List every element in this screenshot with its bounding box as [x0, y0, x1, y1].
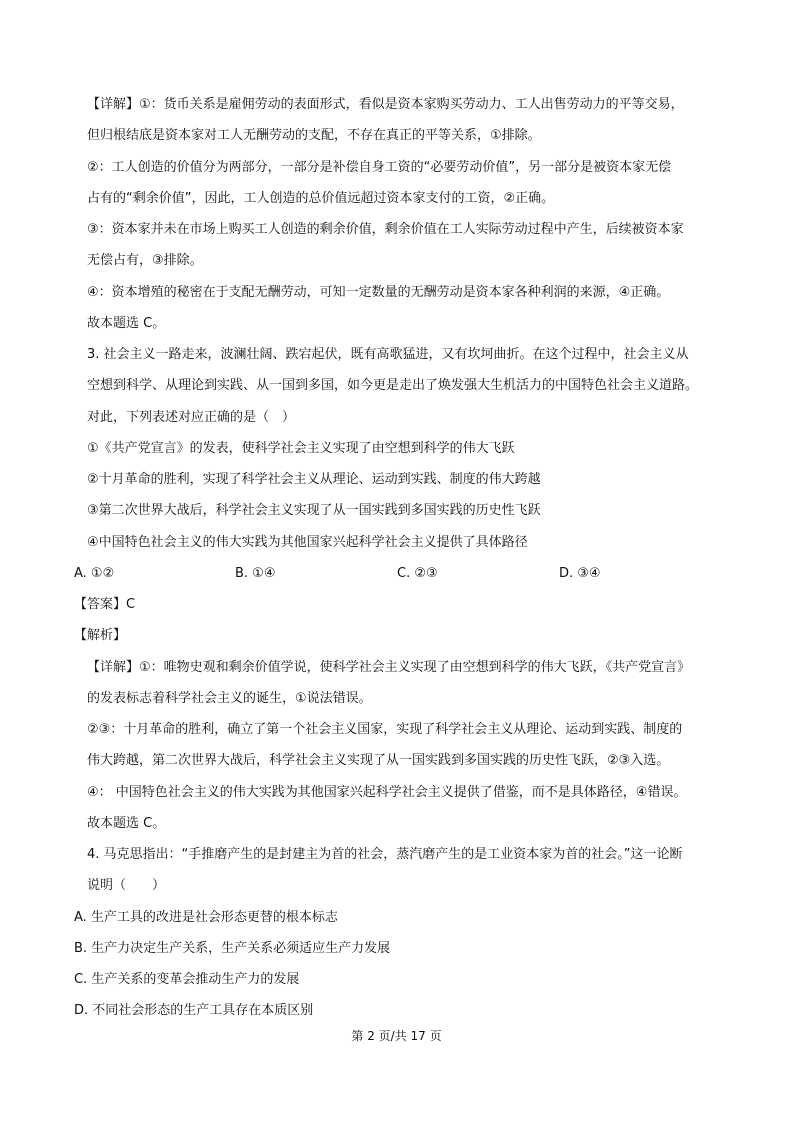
question-3-item-2: ②十月革命的胜利，实现了科学社会主义从理论、运动到实践、制度的伟大跨越: [87, 472, 541, 487]
question-4-option-b: B. 生产力决定生产关系，生产关系必须适应生产力发展: [74, 941, 391, 956]
question-4-option-c: C. 生产关系的变革会推动生产力的发展: [74, 972, 300, 987]
question-3-stem-line-1: 3. 社会主义一路走来，波澜壮阔、跌宕起伏，既有高歌猛进，又有坎坷曲折。在这个过程中，社会主义从: [87, 347, 689, 362]
page-footer: 第 2 页/共 17 页: [351, 1029, 442, 1043]
question-4-stem-line-1: 4. 马克思指出：“手推磨产生的是封建主为首的社会，蒸汽磨产生的是工业资本家为首的社会。”这一论断: [87, 847, 683, 862]
question-3-detail-1-line-1: 【详解】①：唯物史观和剩余价值学说，使科学社会主义实现了由空想到科学的伟大飞跃，《共产党宣言》: [87, 660, 691, 675]
detail-conclusion: 故本题选 C。: [87, 316, 166, 331]
question-3-detail-3: ④： 中国特色社会主义的伟大实践为其他国家兴起科学社会主义提供了借鉴，而不是具体路径，④错误。: [87, 785, 687, 800]
question-3-item-3: ③第二次世界大战后，科学社会主义实现了从一国实践到多国实践的历史性飞跃: [87, 503, 541, 518]
question-3-conclusion: 故本题选 C。: [87, 816, 166, 831]
detail-paragraph-3-line-2: 无偿占有，③排除。: [87, 253, 203, 268]
question-3-item-1: ①《共产党宣言》的发表，使科学社会主义实现了由空想到科学的伟大飞跃: [87, 441, 515, 456]
detail-paragraph-2-line-1: ②：工人创造的价值分为两部分，一部分是补偿自身工资的“必要劳动价值”，另一部分是被资本家无偿: [87, 160, 672, 175]
question-3-option-c: C. ②③: [397, 566, 438, 581]
question-4-stem-line-2: 说明（ ）: [87, 878, 166, 893]
question-4-option-a: A. 生产工具的改进是社会形态更替的根本标志: [74, 910, 338, 925]
detail-paragraph-1-line-1: 【详解】①：货币关系是雇佣劳动的表面形式，看似是资本家购买劳动力、工人出售劳动力的平等交易，: [87, 97, 684, 112]
question-3-option-a: A. ①②: [74, 566, 115, 581]
question-3-stem-line-3: 对此，下列表述对应正确的是（ ）: [87, 410, 296, 425]
question-3-detail-1-line-2: 的发表标志着科学社会主义的诞生，①说法错误。: [87, 691, 372, 706]
question-3-stem-line-2: 空想到科学、从理论到实践、从一国到多国，如今更是走出了焕发强大生机活力的中国特色社会主义道路。: [87, 378, 699, 393]
question-4-option-d: D. 不同社会形态的生产工具存在本质区别: [74, 1003, 314, 1018]
question-3-analysis-heading: 【解析】: [74, 628, 127, 643]
question-3-detail-2-line-1: ②③：十月革命的胜利，确立了第一个社会主义国家，实现了科学社会主义从理论、运动到实践、制度的: [87, 722, 683, 737]
question-3-option-d: D. ③④: [559, 566, 601, 581]
detail-paragraph-3-line-1: ③：资本家并未在市场上购买工人创造的剩余价值，剩余价值在工人实际劳动过程中产生，后续被资本家: [87, 222, 684, 237]
question-3-item-4: ④中国特色社会主义的伟大实践为其他国家兴起科学社会主义提供了具体路径: [87, 535, 528, 550]
detail-paragraph-1-line-2: 但归根结底是资本家对工人无酬劳动的支配，不存在真正的平等关系，①排除。: [87, 128, 541, 143]
detail-paragraph-2-line-2: 占有的“剩余价值”，因此，工人创造的总价值远超过资本家支付的工资，②正确。: [87, 191, 555, 206]
question-3-detail-2-line-2: 伟大跨越，第二次世界大战后，科学社会主义实现了从一国实践到多国实践的历史性飞跃，②③入选。: [87, 753, 670, 768]
detail-paragraph-4: ④：资本增殖的秘密在于支配无酬劳动，可知一定数量的无酬劳动是资本家各种利润的来源，④正确。: [87, 285, 670, 300]
question-3-option-b: B. ①④: [235, 566, 276, 581]
question-3-answer: 【答案】C: [74, 597, 136, 612]
